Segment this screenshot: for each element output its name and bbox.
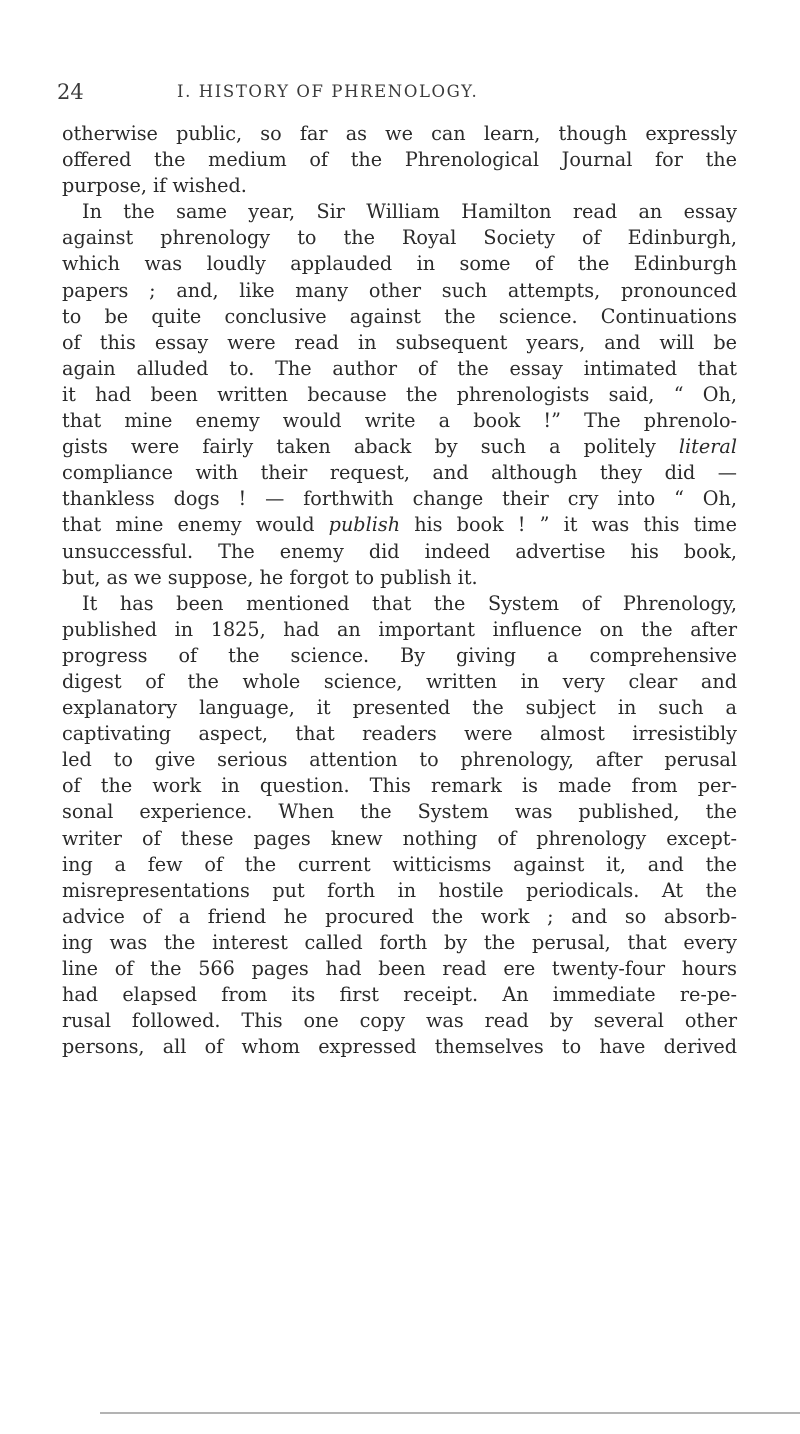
text-line: led to give serious attention to phrenology, after perusal — [62, 748, 737, 772]
emphasis-literal: literal — [678, 435, 737, 459]
page-bottom-edge — [100, 1412, 800, 1414]
text-line: progress of the science. By giving a comprehensive — [62, 643, 737, 667]
text-line: which was loudly applauded in some of the Edinburgh — [62, 252, 737, 276]
page-header — [57, 80, 737, 110]
text-line: that mine enemy would write a book !” The phrenolo- — [62, 409, 737, 433]
body-text — [62, 121, 737, 1060]
running-head: I. HISTORY OF PHRENOLOGY. — [177, 82, 479, 101]
text-line: to be quite conclusive against the science. Continuations — [62, 304, 737, 328]
text-line: sonal experience. When the System was published, the — [62, 800, 737, 824]
text-line: writer of these pages knew nothing of phrenology except- — [62, 826, 737, 850]
text-line: it had been written because the phrenologists said, “ Oh, — [62, 382, 737, 406]
text-line-segment: that mine enemy would — [62, 513, 315, 537]
text-line: compliance with their request, and although they did — — [62, 461, 737, 485]
paragraph-start: It has been mentioned that the System of Phrenology, — [82, 591, 737, 615]
text-line: ing a few of the current witticisms against it, and the — [62, 852, 737, 876]
text-line: against phrenology to the Royal Society of Edinburgh, — [62, 226, 737, 250]
text-line: unsuccessful. The enemy did indeed advertise his book, — [62, 539, 737, 563]
text-line: line of the 566 pages had been read ere twenty-four hours — [62, 957, 737, 980]
page-number: 24 — [57, 80, 84, 104]
text-line: advice of a friend he procured the work ; and so absorb- — [62, 904, 737, 928]
text-line: of the work in question. This remark is made from per- — [62, 774, 737, 798]
text-line: papers ; and, like many other such attempts, pronounced — [62, 278, 737, 302]
text-line: ing was the interest called forth by the perusal, that every — [62, 930, 737, 954]
text-line: purpose, if wished. — [62, 174, 247, 198]
text-line: otherwise public, so far as we can learn, though expressly — [62, 122, 737, 145]
text-line: of this essay were read in subsequent years, and will be — [62, 330, 737, 354]
text-line: rusal followed. This one copy was read by several other — [62, 1009, 737, 1033]
text-line: offered the medium of the Phrenological Journal for the — [62, 148, 737, 172]
text-line: misrepresentations put forth in hostile periodicals. At the — [62, 878, 737, 902]
text-line: captivating aspect, that readers were almost irresistibly — [62, 722, 737, 746]
text-line — [62, 434, 737, 460]
emphasis-publish: publish — [328, 513, 401, 537]
text-line-segment: gists were fairly taken aback by such a politely — [62, 435, 656, 459]
text-line-segment: his book ! ” it was this time — [400, 513, 737, 537]
paragraph-start: In the same year, Sir William Hamilton read an essay — [82, 200, 737, 224]
text-line: persons, all of whom expressed themselves to have derived — [62, 1035, 737, 1059]
text-line: explanatory language, it presented the subject in such a — [62, 696, 737, 720]
text-line: digest of the whole science, written in very clear and — [62, 669, 737, 693]
text-line: had elapsed from its first receipt. An immediate re-pe- — [62, 983, 737, 1007]
text-line: published in 1825, had an important influence on the after — [62, 617, 737, 641]
text-line: but, as we suppose, he forgot to publish it. — [62, 565, 478, 589]
text-line: thankless dogs ! — forthwith change their cry into “ Oh, — [62, 487, 737, 511]
text-line: again alluded to. The author of the essay intimated that — [62, 356, 737, 380]
text-line — [62, 512, 737, 538]
